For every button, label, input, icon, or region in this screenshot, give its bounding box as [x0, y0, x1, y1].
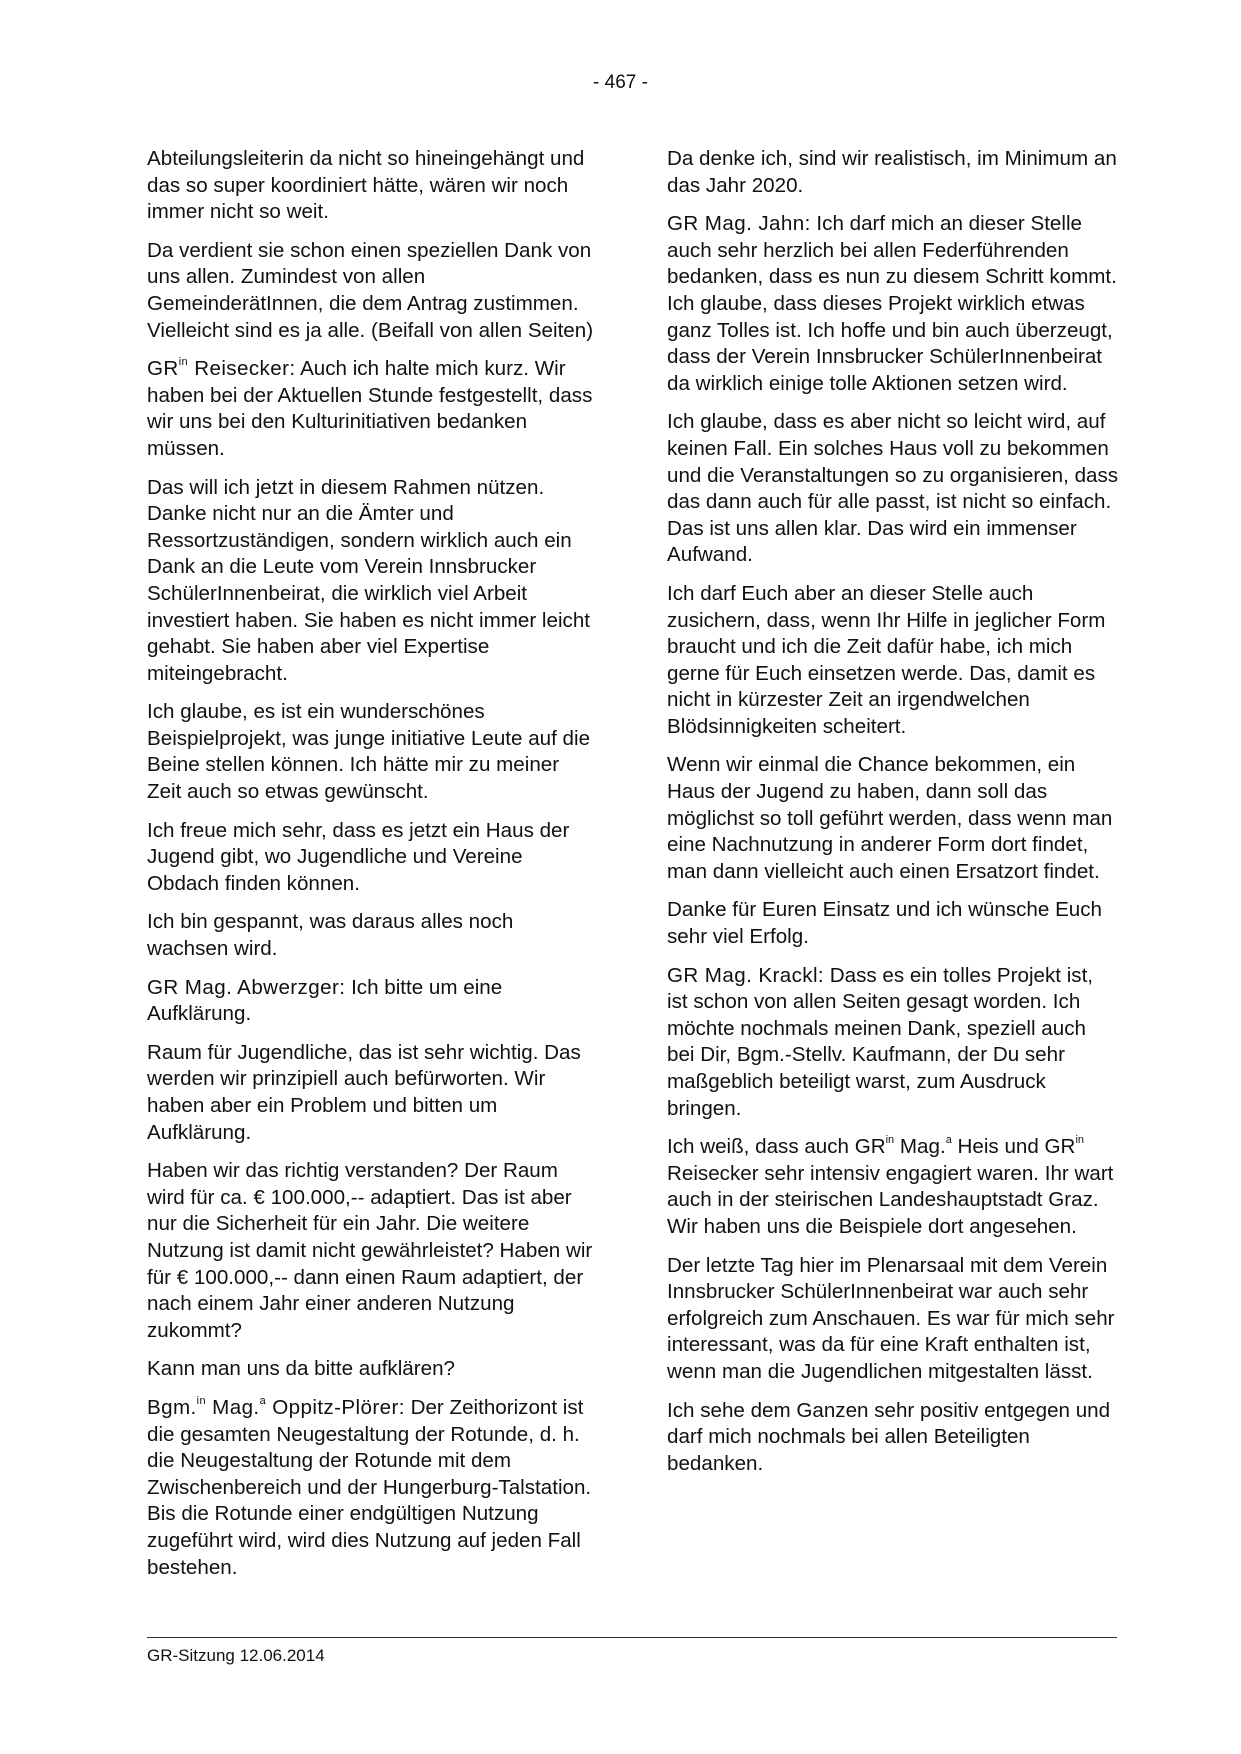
paragraph: Da verdient sie schon einen speziellen Dank von uns allen. Zumindest von allen GemeinderätInnen, die dem Antrag zustimmen. Vielleicht sind es ja alle. (Beifall von allen Seiten) [147, 238, 594, 342]
paragraph: GR Mag. Jahn: Ich darf mich an dieser Stelle auch sehr herzlich bei allen Federführenden bedanken, dass es nun zu diesem Schritt kommt. Ich glaube, dass dieses Projekt wirklich etwas ganz Tolles ist. Ich hoffe und bin auch überzeugt, dass der Verein Innsbrucker SchülerInnenbeirat da wirklich einige tolle Aktionen setzen wird. [667, 212, 1117, 395]
right-column [667, 146, 1119, 1489]
speaker-name: GR Mag. Abwerzger: [147, 975, 346, 999]
speaker-name: Bgm.$^{in}$ Mag.$^a$ Oppitz-Plörer: [147, 1395, 405, 1419]
paragraph: Da denke ich, sind wir realistisch, im Minimum an das Jahr 2020. [667, 147, 1117, 197]
paragraph: Der letzte Tag hier im Plenarsaal mit dem Verein Innsbrucker SchülerInnenbeirat war auch sehr erfolgreich zum Anschauen. Es war für mich sehr interessant, was da für eine Kraft enthalten ist, wenn man die Jugendlichen mitgestalten lässt. [667, 1253, 1115, 1383]
paragraph: GR Mag. Abwerzger: Ich bitte um eine Aufklärung. [147, 975, 503, 1026]
paragraph: Raum für Jugendliche, das ist sehr wichtig. Das werden wir prinzipiell auch befürworten. Wir haben aber ein Problem und bitten um Aufklärung. [147, 1040, 581, 1144]
paragraph: Kann man uns da bitte aufklären? [147, 1357, 455, 1381]
paragraph: Ich glaube, dass es aber nicht so leicht wird, auf keinen Fall. Ein solches Haus voll zu bekommen und die Veranstaltungen so zu organisieren, dass das dann auch für alle passt, ist nicht so einfach. Das ist uns allen klar. Das wird ein immenser Aufwand. [667, 410, 1119, 567]
speaker-name: GR Mag. Krackl: [667, 963, 825, 987]
paragraph: $GR^{in}$ Reisecker: Auch ich halte mich kurz. Wir haben bei der Aktuellen Stunde festgestellt, dass wir uns bei den Kulturinitiativen bedanken müssen. [147, 356, 593, 460]
speaker-name: GR Mag. Jahn: [667, 212, 811, 236]
speaker-name: $GR^{in}$ Reisecker: [147, 356, 296, 381]
page-number: - 467 - [593, 72, 648, 93]
footer-divider [147, 1637, 1117, 1638]
paragraph: Haben wir das richtig verstanden? Der Raum wird für ca. € 100.000,-- adaptiert. Das ist aber nur die Sicherheit für ein Jahr. Die weitere Nutzung ist damit nicht gewährleistet? Haben wir für € 100.000,-- dann einen Raum adaptiert, der nach einem Jahr einer anderen Nutzung zukommt? [147, 1159, 593, 1342]
paragraph: Bgm.$^{in}$ Mag.$^a$ Oppitz-Plörer: Der Zeithorizont ist die gesamten Neugestaltung der Rotunde, d. h. die Neugestaltung der Rotunde mit dem Zwischenbereich und der Hungerburg-Talstation. Bis die Rotunde einer endgültigen Nutzung zugeführt wird, wird dies Nutzung auf jeden Fall bestehen. [147, 1395, 592, 1579]
paragraph: GR Mag. Krackl: Dass es ein tolles Projekt ist, ist schon von allen Seiten gesagt worden. Ich möchte nochmals meinen Dank, speziell auch bei Dir, Bgm.-Stellv. Kaufmann, der Du sehr maßgeblich beteiligt warst, zum Ausdruck bringen. [667, 963, 1094, 1120]
paragraph: Ich darf Euch aber an dieser Stelle auch zusichern, dass, wenn Ihr Hilfe in jeglicher Form braucht und ich die Zeit dafür habe, ich mich gerne für Euch einsetzen werde. Das, damit es nicht in kürzester Zeit an irgendwelchen Blödsinnigkeiten scheitert. [667, 581, 1106, 738]
left-column [147, 146, 599, 1593]
paragraph: Ich bin gespannt, was daraus alles noch wachsen wird. [147, 910, 514, 961]
paragraph: Ich glaube, es ist ein wunderschönes Beispielprojekt, was junge initiative Leute auf die Beine stellen können. Ich hätte mir zu meiner Zeit auch so etwas gewünscht. [147, 700, 591, 804]
paragraph: Danke für Euren Einsatz und ich wünsche Euch sehr viel Erfolg. [667, 898, 1103, 949]
footer-session-label: GR-Sitzung 12.06.2014 [147, 1646, 325, 1665]
paragraph: Wenn wir einmal die Chance bekommen, ein Haus der Jugend zu haben, dann soll das möglichst so toll geführt werden, dass wenn man eine Nachnutzung in anderer Form dort findet, man dann vielleicht auch einen Ersatzort findet. [667, 753, 1113, 883]
paragraph: Das will ich jetzt in diesem Rahmen nützen. Danke nicht nur an die Ämter und Ressortzuständigen, sondern wirklich auch ein Dank an die Leute vom Verein Innsbrucker SchülerInnenbeirat, die wirklich viel Arbeit investiert haben. Sie haben es nicht immer leicht gehabt. Sie haben aber viel Expertise miteingebracht. [147, 475, 590, 685]
paragraph: Abteilungsleiterin da nicht so hineingehängt und das so super koordiniert hätte, wären wir noch immer nicht so weit. [147, 147, 585, 224]
paragraph: Ich sehe dem Ganzen sehr positiv entgegen und darf mich nochmals bei allen Beteiligten bedanken. [667, 1398, 1111, 1475]
paragraph: Ich freue mich sehr, dass es jetzt ein Haus der Jugend gibt, wo Jugendliche und Vereine Obdach finden können. [147, 818, 570, 895]
paragraph: Ich weiß, dass auch $GR^{in}$ Mag.$^a$ Heis und $GR^{in}$ Reisecker sehr intensiv engagiert waren. Ihr wart auch in der steirischen Landeshauptstadt Graz. Wir haben uns die Beispiele dort angesehen. [667, 1134, 1114, 1238]
